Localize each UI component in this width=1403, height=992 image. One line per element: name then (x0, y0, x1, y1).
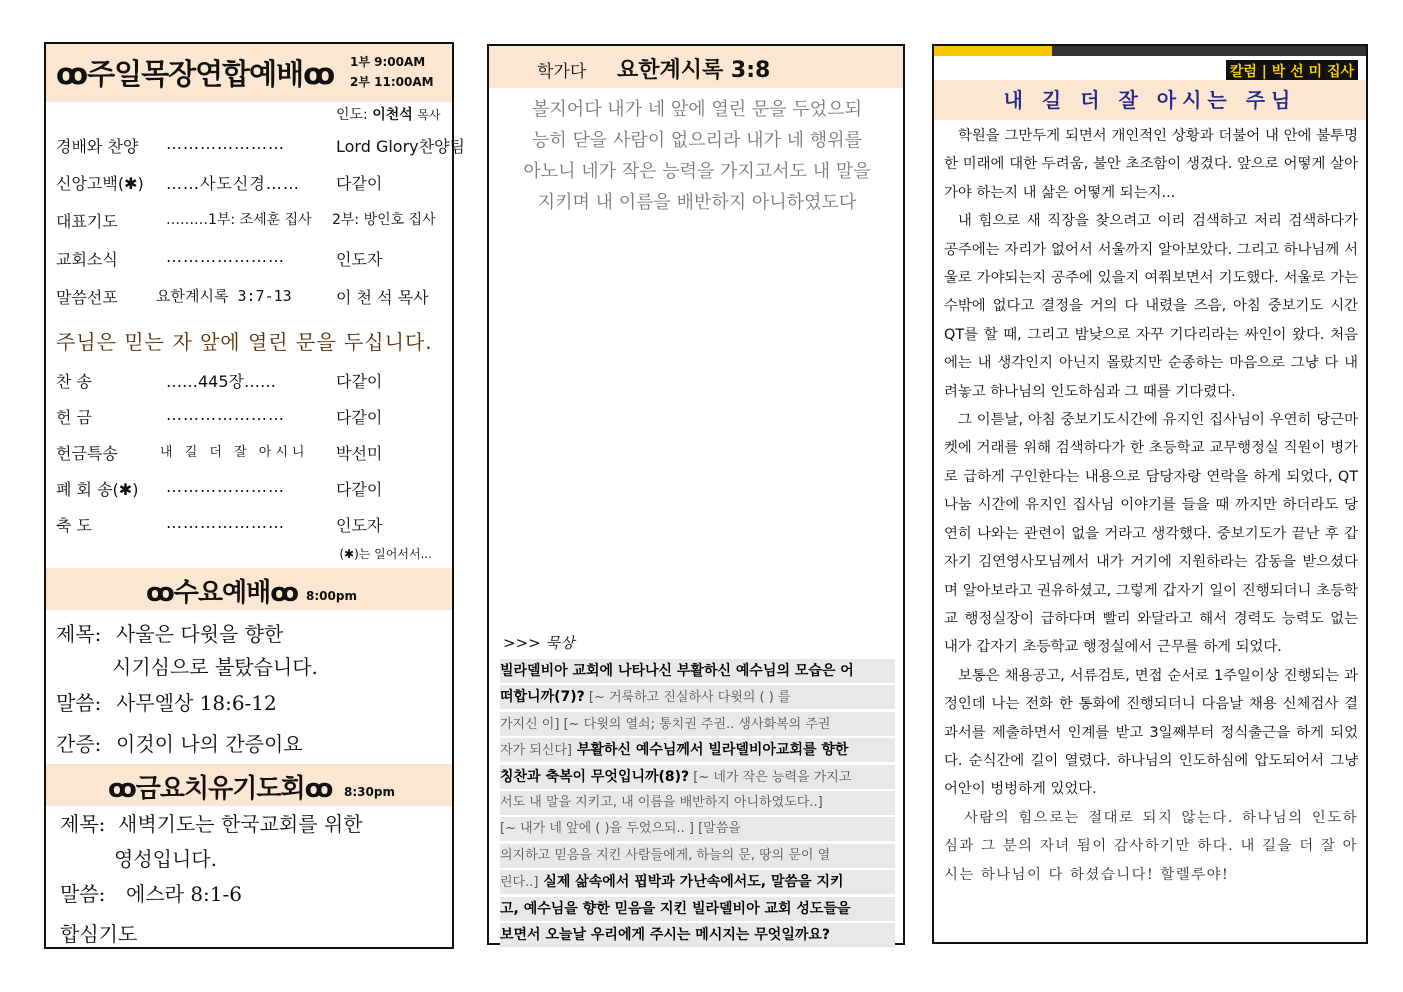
sunday-time-1: 1부 9:00AM (350, 55, 426, 69)
order-label: 대표기도 (56, 212, 118, 231)
wednesday-word-label: 말씀: (56, 691, 102, 715)
order-performer: 다같이 (336, 174, 383, 193)
verse-line: 아노니 네가 작은 능력을 가지고서도 내 말을 (523, 161, 871, 182)
sunday-service-title: ꝏ주일목장연합예배ꝏ (56, 57, 335, 91)
order-performer: 다같이 (336, 372, 383, 391)
order-detail: ………………… (166, 513, 285, 532)
column-topbar (1052, 46, 1366, 56)
order-label: 말씀선포 (56, 288, 118, 307)
meditation-line: 가지신 이] [~ 다윗의 열쇠; 통치권 주권.. 생사화복의 주권 (500, 712, 895, 736)
meditation-line: 린다..] 실제 삶속에서 핍박과 가난속에서도, 말씀을 지키 (500, 870, 895, 894)
meditation-line: 자가 되신다] 부활하신 예수님께서 빌라델비아교회를 향한 (500, 738, 895, 762)
meditation-line: [~ 내가 네 앞에 ( )을 두었으되.. ] [말씀을 (500, 817, 895, 841)
verse-panel (487, 44, 905, 945)
order-detail: ……사도신경…… (166, 174, 300, 193)
order-performer: 인도자 (336, 250, 383, 269)
meditation-lines (500, 659, 895, 949)
order-performer: 박선미 (336, 444, 383, 463)
order-row (56, 134, 466, 158)
friday-closing: 합심기도 (60, 922, 138, 946)
order-detail: ………………… (166, 477, 285, 496)
order-row (56, 285, 448, 309)
verse-reference: 요한계시록 3:8 (617, 58, 771, 83)
column-panel (932, 44, 1368, 944)
order-performer: 다같이 (336, 480, 383, 499)
leader-label: 인도: (336, 107, 368, 123)
wednesday-service-title: ꝏ수요예배ꝏ (146, 578, 298, 608)
verse-line: 볼지어다 내가 네 앞에 열린 문을 두었으되 (532, 99, 862, 120)
order-row (56, 441, 448, 465)
column-body (944, 122, 1358, 889)
order-performer: 다같이 (336, 408, 383, 427)
order-performer: 2부: 방인호 집사 (332, 212, 436, 228)
order-label: 신앙고백(✱) (56, 174, 144, 193)
worship-order-panel (44, 42, 466, 949)
order-row (56, 209, 448, 233)
standing-note: (✱)는 일어서서... (339, 547, 432, 561)
friday-word: 에스라 8:1-6 (126, 882, 242, 906)
order-row (56, 477, 448, 501)
verse-header-band (489, 46, 903, 88)
sunday-time-2: 2부 11:00AM (350, 75, 434, 89)
order-label: 축 도 (56, 516, 92, 535)
order-detail: ………………… (166, 134, 285, 153)
order-performer: 이 천 석 목사 (336, 288, 429, 307)
meditation-line: 칭찬과 축복이 무엇입니까(8)? [~ 네가 작은 능력을 가지고 (500, 765, 895, 789)
meditation-line: 서도 내 말을 지키고, 내 이름을 배반하지 아니하였도다..] (500, 791, 895, 815)
order-row (56, 405, 448, 429)
friday-time: 8:30pm (344, 785, 395, 799)
order-row (56, 171, 448, 195)
sermon-headline: 주님은 믿는 자 앞에 열린 문을 두십니다. (56, 330, 433, 354)
order-detail: 내 길 더 잘 아시니 (160, 445, 309, 460)
order-label: 헌 금 (56, 408, 92, 427)
meditation-line: 떠합니까(7)? [~ 거룩하고 진실하사 다윗의 ( ) 를 (500, 685, 895, 709)
order-label: 폐 회 송(✱) (56, 480, 139, 499)
order-performer: 인도자 (336, 516, 383, 535)
column-paragraph: 그 이튿날, 아침 중보기도시간에 유지인 집사님이 우연히 당근마켓에 거래를 위해 검색하다가 한 초등학교 교무행정실 직원이 병가로 급하게 구인한다는 내용으로 담당자랑 연락을 하게 되었다, QT나눔 시간에 유지인 집사님 이야기를 들을 때 까지만 하더라도 당연히 나와는 관련이 없을 거라고 생각했다. 중보기도가 끝난 후 갑자기 김연영사모님께서 내가 거기에 지원하라는 감동을 받으셨다며 알아보라고 권유하셨고, 그렇게 갑자기 일이 진행되더니 초등학교 행정실장이 급하다며 빨리 와달라고 해서 경력도 능력도 없는 내가 갑자기 초등학교 행정실에서 근무를 하게 되었다. (944, 412, 1358, 656)
leader-name: 이천석 (372, 107, 413, 123)
order-label: 교회소식 (56, 250, 118, 269)
friday-service-title: ꝏ금요치유기도회ꝏ (108, 774, 333, 804)
wednesday-subject-1: 사울은 다윗을 향한 (116, 622, 284, 646)
meditation-line: 보면서 오늘날 우리에게 주시는 메시지는 무엇일까요? (500, 923, 895, 947)
column-paragraph: 보통은 채용공고, 서류검토, 면접 순서로 1주일이상 진행되는 과정인데 나는 전화 한 통화에 진행되더니 다음날 채용 신체검사 결과서를 제출하면서 인계를 받고 3일째부터 정식출근을 하게 되었다. 순식간에 길이 열렸다. 하나님의 인도하심에 압도되어서 그냥 어안이 벙벙하게 있었다. (944, 667, 1358, 798)
column-paragraph: 학원을 그만두게 되면서 개인적인 상황과 더불어 내 안에 불투명한 미래에 대한 두려움, 불안 초조함이 생겼다. 앞으로 어떻게 살아가야 하는지 내 삶은 어떻게 되는지... (944, 128, 1358, 201)
meditation-line: 고, 예수님을 향한 믿음을 지킨 빌라델비아 교회 성도들을 (500, 897, 895, 921)
wednesday-time: 8:00pm (306, 589, 357, 603)
order-detail: ………1부: 조세훈 집사 (166, 212, 312, 228)
order-performer: Lord Glory찬양팀 (336, 137, 466, 156)
meditation-line: 빌라델비아 교회에 나타나신 부활하신 예수님의 모습은 어 (500, 659, 895, 683)
order-label: 찬 송 (56, 372, 92, 391)
order-detail: ………………… (166, 247, 285, 266)
order-detail: ……445장…… (166, 372, 276, 391)
column-closing-paragraph: 사람의 힘으로는 절대로 되지 않는다. 하나님의 인도하심과 그 분의 자녀 됨이 감사하기만 하다. 내 길을 더 잘 아시는 하나님이 다 하셨습니다! 할렐루야! (944, 809, 1358, 883)
verse-prefix: 학가다 (537, 62, 587, 82)
order-row (56, 247, 448, 271)
friday-subject-label: 제목: (60, 812, 106, 836)
leader-role: 목사 (417, 108, 441, 122)
wednesday-subject-label: 제목: (56, 622, 102, 646)
friday-subject-2: 영성입니다. (114, 847, 217, 871)
column-title: 내 길 더 잘 아시는 주님 (934, 80, 1366, 120)
order-label: 경배와 찬양 (56, 137, 139, 156)
verse-text (503, 94, 891, 218)
verse-line: 지키며 내 이름을 배반하지 아니하였도다 (537, 192, 857, 213)
order-label: 헌금특송 (56, 444, 118, 463)
verse-line: 능히 닫을 사람이 없으리라 내가 네 행위를 (532, 130, 862, 151)
order-detail: ………………… (166, 405, 285, 424)
leader-line (336, 104, 440, 124)
friday-word-label: 말씀: (60, 882, 106, 906)
column-topbar-accent (934, 46, 1052, 56)
meditation-label: >>> 묵상 (503, 634, 575, 652)
wednesday-testimony-label: 간증: (56, 732, 102, 756)
order-detail: 요한계시록 3:7-13 (156, 287, 292, 305)
meditation-line: 의지하고 믿음을 지킨 사람들에게, 하늘의 문, 땅의 문이 열 (500, 844, 895, 868)
wednesday-word: 사무엘상 18:6-12 (116, 691, 277, 715)
column-author-tag: 칼럼 | 박 선 미 집사 (1226, 60, 1358, 82)
wednesday-testimony: 이것이 나의 간증이요 (116, 732, 303, 756)
order-row (56, 369, 448, 393)
wednesday-subject-2: 시기심으로 불탔습니다. (112, 655, 318, 679)
column-paragraph: 내 힘으로 새 직장을 찾으려고 이리 검색하고 저리 검색하다가 공주에는 자리가 없어서 서울까지 알아보았다. 그리고 하나님께 서울로 가야되는지 공주에 있을지 여쭤보면서 기도했다. 서울로 가는 수밖에 없다고 결정을 거의 다 내렸을 즈음, 아침 중보기도 시간 QT를 할 때, 그리고 밤낮으로 자꾸 기다리라는 싸인이 왔다. 처음에는 내 생각인지 아닌지 몰랐지만 순종하는 마음으로 그냥 다 내려놓고 하나님의 인도하심과 그 때를 기다렸다. (944, 213, 1358, 400)
friday-subject-1: 새벽기도는 한국교회를 위한 (118, 812, 363, 836)
order-row (56, 513, 448, 537)
